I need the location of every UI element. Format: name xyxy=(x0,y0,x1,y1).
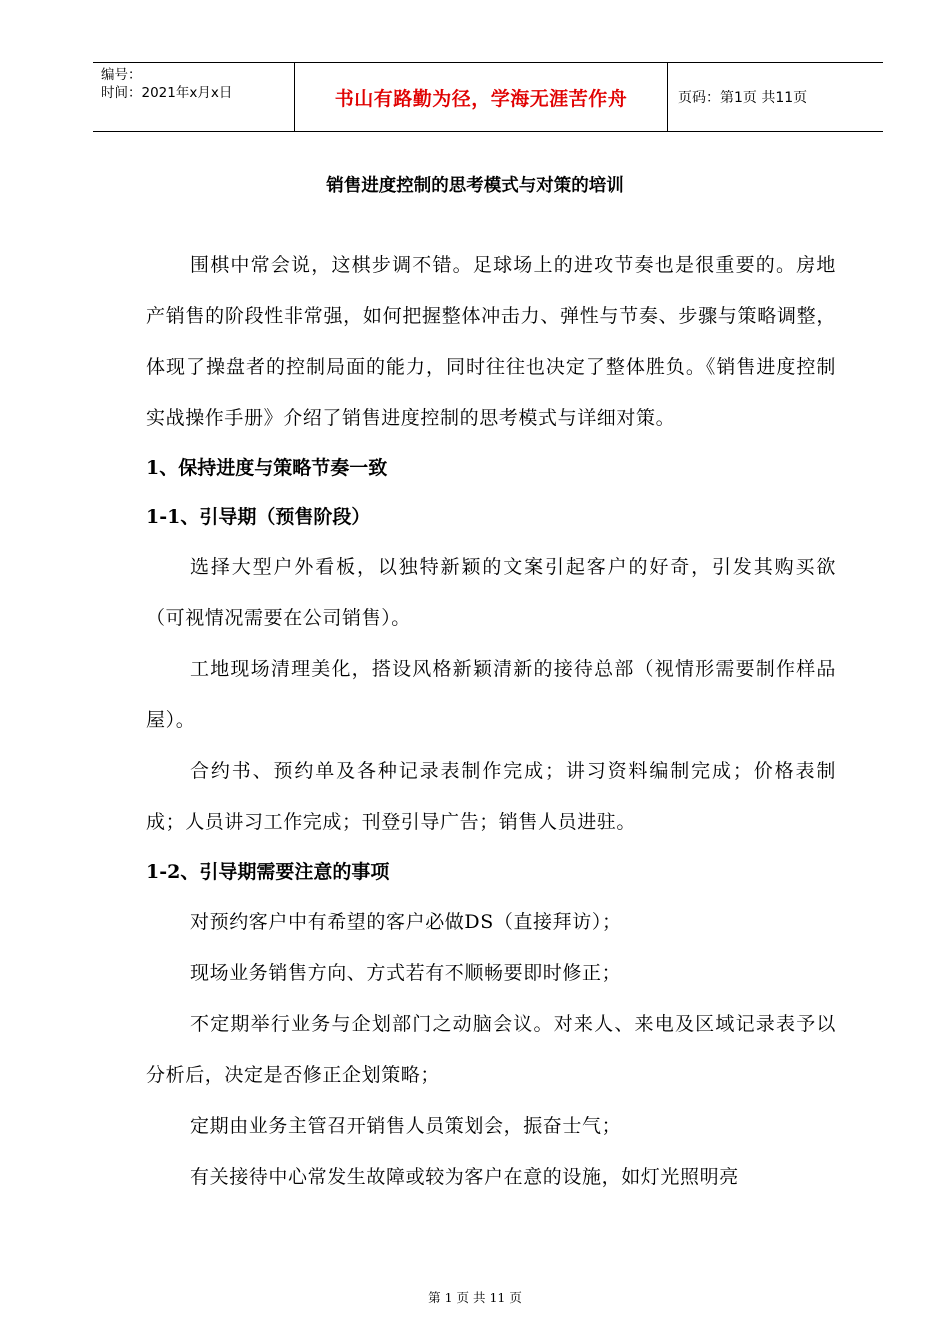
paragraph: 工地现场清理美化，搭设风格新颖清新的接待总部（视情形需要制作样品屋）。 xyxy=(146,658,836,731)
heading-1-2: 1-2、引导期需要注意的事项 xyxy=(146,861,390,883)
document-title: 销售进度控制的思考模式与对策的培训 xyxy=(326,176,624,196)
paragraph: 选择大型户外看板，以独特新颖的文案引起客户的好奇，引发其购买欲（可视情况需要在公司销售）。 xyxy=(146,556,836,629)
paragraph: 不定期举行业务与企划部门之动脑会议。对来人、来电及区域记录表予以分析后，决定是否修正企划策略； xyxy=(146,1013,836,1086)
paragraph: 定期由业务主管召开销售人员策划会，振奋士气； xyxy=(190,1115,622,1137)
header-motto: 书山有路勤为径，学海无涯苦作舟 xyxy=(295,63,668,131)
paragraph: 有关接待中心常发生故障或较为客户在意的设施，如灯光照明亮 xyxy=(190,1166,739,1188)
heading-1: 1、保持进度与策略节奏一致 xyxy=(146,457,388,479)
paragraph: 合约书、预约单及各种记录表制作完成；讲习资料编制完成；价格表制成；人员讲习工作完成；刊登引导广告；销售人员进驻。 xyxy=(146,760,836,833)
heading-1-1: 1-1、引导期（预售阶段） xyxy=(146,506,371,528)
time-label: 时间：2021年x月x日 xyxy=(101,85,233,101)
header-page-info: 页码：第1页 共11页 xyxy=(678,90,808,106)
page-footer: 第 1 页 共 11 页 xyxy=(428,1290,522,1305)
document-body xyxy=(146,240,836,1203)
header-table xyxy=(93,62,883,132)
paragraph: 对预约客户中有希望的客户必做DS（直接拜访）； xyxy=(190,911,622,933)
paragraph: 现场业务销售方向、方式若有不顺畅要即时修正； xyxy=(190,962,622,984)
paragraph-intro: 围棋中常会说，这棋步调不错。足球场上的进攻节奏也是很重要的。房地产销售的阶段性非常强，如何把握整体冲击力、弹性与节奏、步骤与策略调整，体现了操盘者的控制局面的能力，同时往往也决定了整体胜负。《销售进度控制实战操作手册》介绍了销售进度控制的思考模式与详细对策。 xyxy=(146,254,836,429)
number-label: 编号： xyxy=(101,67,142,83)
header-meta xyxy=(93,63,295,131)
